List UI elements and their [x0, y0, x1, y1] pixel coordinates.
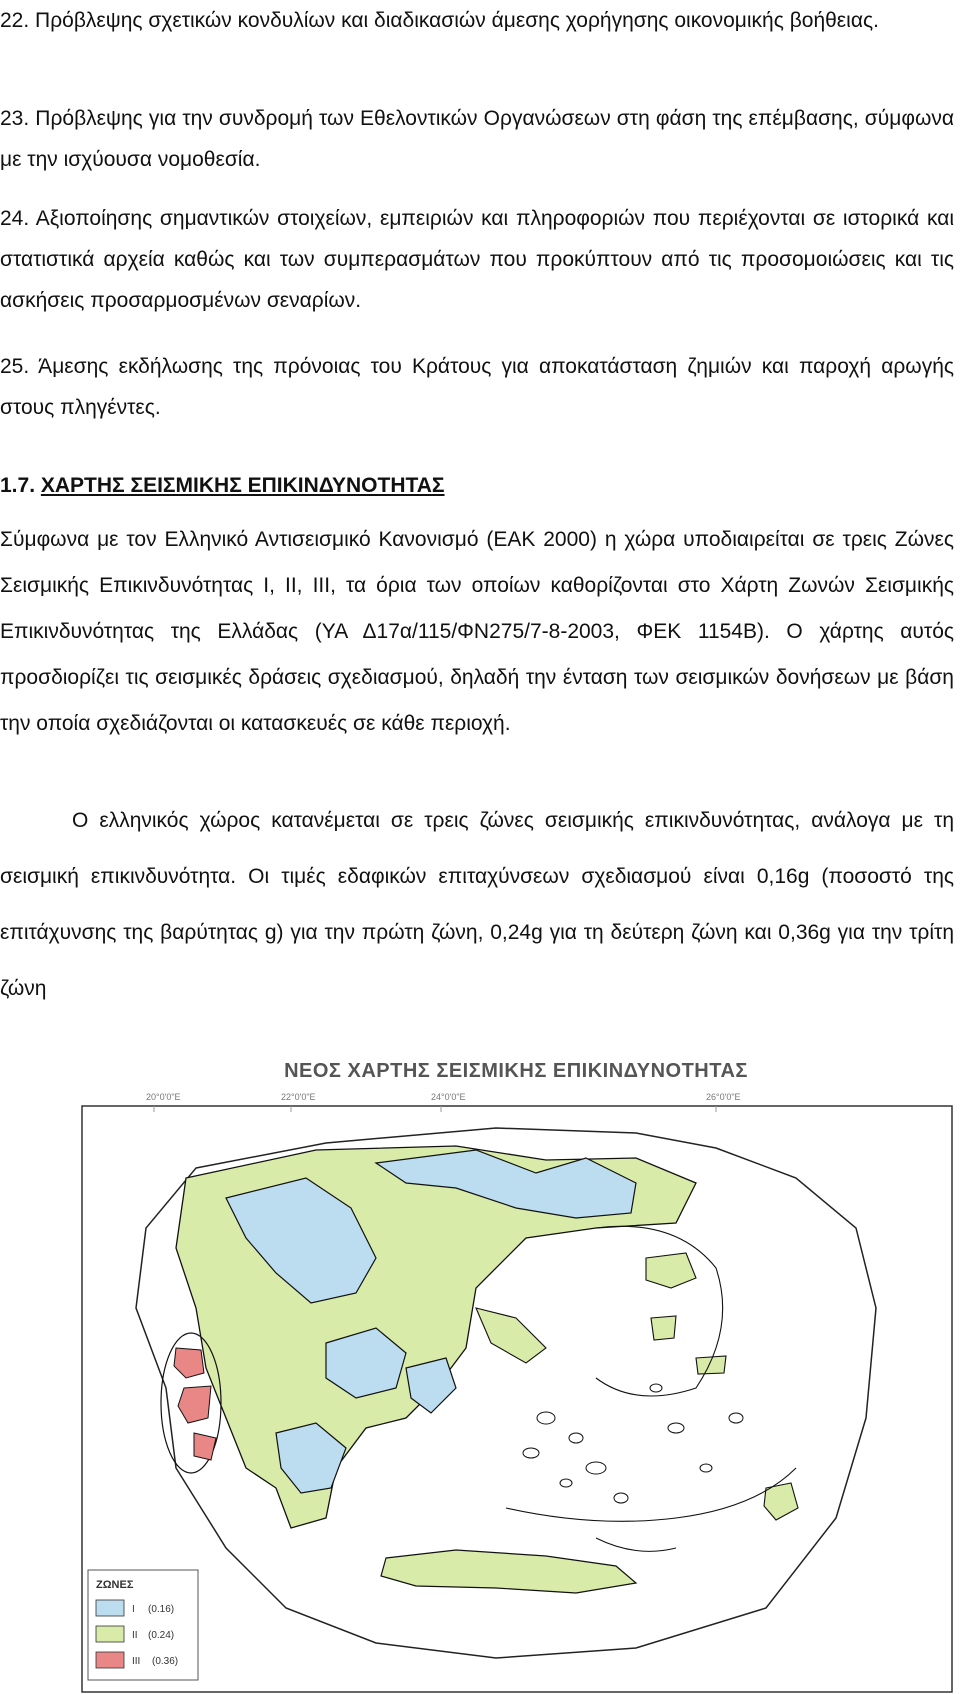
- longitude-label-26e: 26°0'0"E: [706, 1092, 741, 1102]
- list-item-23: 23. Πρόβλεψης για την συνδρομή των Εθελοντικών Οργανώσεων στη φάση της επέμβασης, σύμφωνα με την ισχύουσα νομοθεσία.: [0, 107, 954, 171]
- legend-swatch-zone-ii: [96, 1626, 124, 1642]
- legend-heading: ΖΩΝΕΣ: [96, 1579, 134, 1591]
- zone-ii-chios: [651, 1316, 676, 1340]
- longitude-label-24e: 24°0'0"E: [431, 1092, 466, 1102]
- list-item-24: 24. Αξιοποίησης σημαντικών στοιχείων, εμπειριών και πληροφοριών που περιέχονται σε ιστορικά και στατιστικά αρχεία καθώς και των συμπερασμάτων που προκύπτουν από τις προσομοιώσεις και τις ασκήσεις προσαρμοσμένων σεναρίων.: [0, 207, 954, 312]
- legend-zone-i-value: (0.16): [148, 1604, 175, 1615]
- longitude-label-22e: 22°0'0"E: [281, 1092, 316, 1102]
- legend-zone-ii-label: II: [132, 1630, 138, 1641]
- longitude-label-20e: 20°0'0"E: [146, 1092, 181, 1102]
- zone-ii-samos: [696, 1356, 726, 1374]
- list-item-25: 25. Άμεσης εκδήλωσης της πρόνοιας του Κράτους για αποκατάσταση ζημιών και παροχή αρωγής στους πληγέντες.: [0, 355, 954, 419]
- legend-swatch-zone-i: [96, 1600, 124, 1616]
- legend-zone-iii-label: III: [132, 1656, 141, 1667]
- map-legend: [88, 1570, 198, 1680]
- legend-zone-ii-value: (0.24): [148, 1630, 175, 1641]
- legend-zone-i-label: I: [132, 1604, 135, 1615]
- map-title: ΝΕΟΣ ΧΑΡΤΗΣ ΣΕΙΣΜΙΚΗΣ ΕΠΙΚΙΝΔΥΝΟΤΗΤΑΣ: [284, 1060, 748, 1082]
- section-number: 1.7.: [0, 474, 36, 497]
- paragraph-acceleration-values: Ο ελληνικός χώρος κατανέμεται σε τρεις ζώνες σεισμικής επικινδυνότητας, ανάλογα με τη σεισμική επικινδυνότητα. Οι τιμές εδαφικών επιταχύνσεων σχεδιασμού είναι 0,16g (ποσοστό της επιτάχυνσης της βαρύτητας g) για την πρώτη ζώνη, 0,24g για τη δεύτερη ζώνη και 0,36g για την τρίτη ζώνη: [0, 809, 954, 1000]
- section-title: ΧΑΡΤΗΣ ΣΕΙΣΜΙΚΗΣ ΕΠΙΚΙΝΔΥΝΟΤΗΤΑΣ: [40, 474, 445, 497]
- seismic-map-figure: [76, 1060, 956, 1694]
- seismic-map: [76, 1088, 956, 1694]
- list-item-22: 22. Πρόβλεψης σχετικών κονδυλίων και διαδικασιών άμεσης χορήγησης οικονομικής βοήθειας.: [0, 9, 879, 32]
- paragraph-zones-intro: Σύμφωνα με τον Ελληνικό Αντισεισμικό Κανονισμό (ΕΑΚ 2000) η χώρα υποδιαιρείται σε τρεις Ζώνες Σεισμικής Επικινδυνότητας Ι, ΙΙ, ΙΙΙ, τα όρια των οποίων καθορίζονται στο Χάρτη Ζωνών Σεισμικής Επικινδυνότητας της Ελλάδας (ΥΑ Δ17α/115/ΦΝ275/7-8-2003, ΦΕΚ 1154Β). Ο χάρτης αυτός προσδιορίζει τις σεισμικές δράσεις σχεδιασμού, δηλαδή την ένταση των σεισμικών δονήσεων με βάση την οποία σχεδιάζονται οι κατασκευές σε κάθε περιοχή.: [0, 528, 954, 735]
- legend-swatch-zone-iii: [96, 1652, 124, 1668]
- section-heading: [0, 465, 954, 506]
- legend-zone-iii-value: (0.36): [152, 1656, 179, 1667]
